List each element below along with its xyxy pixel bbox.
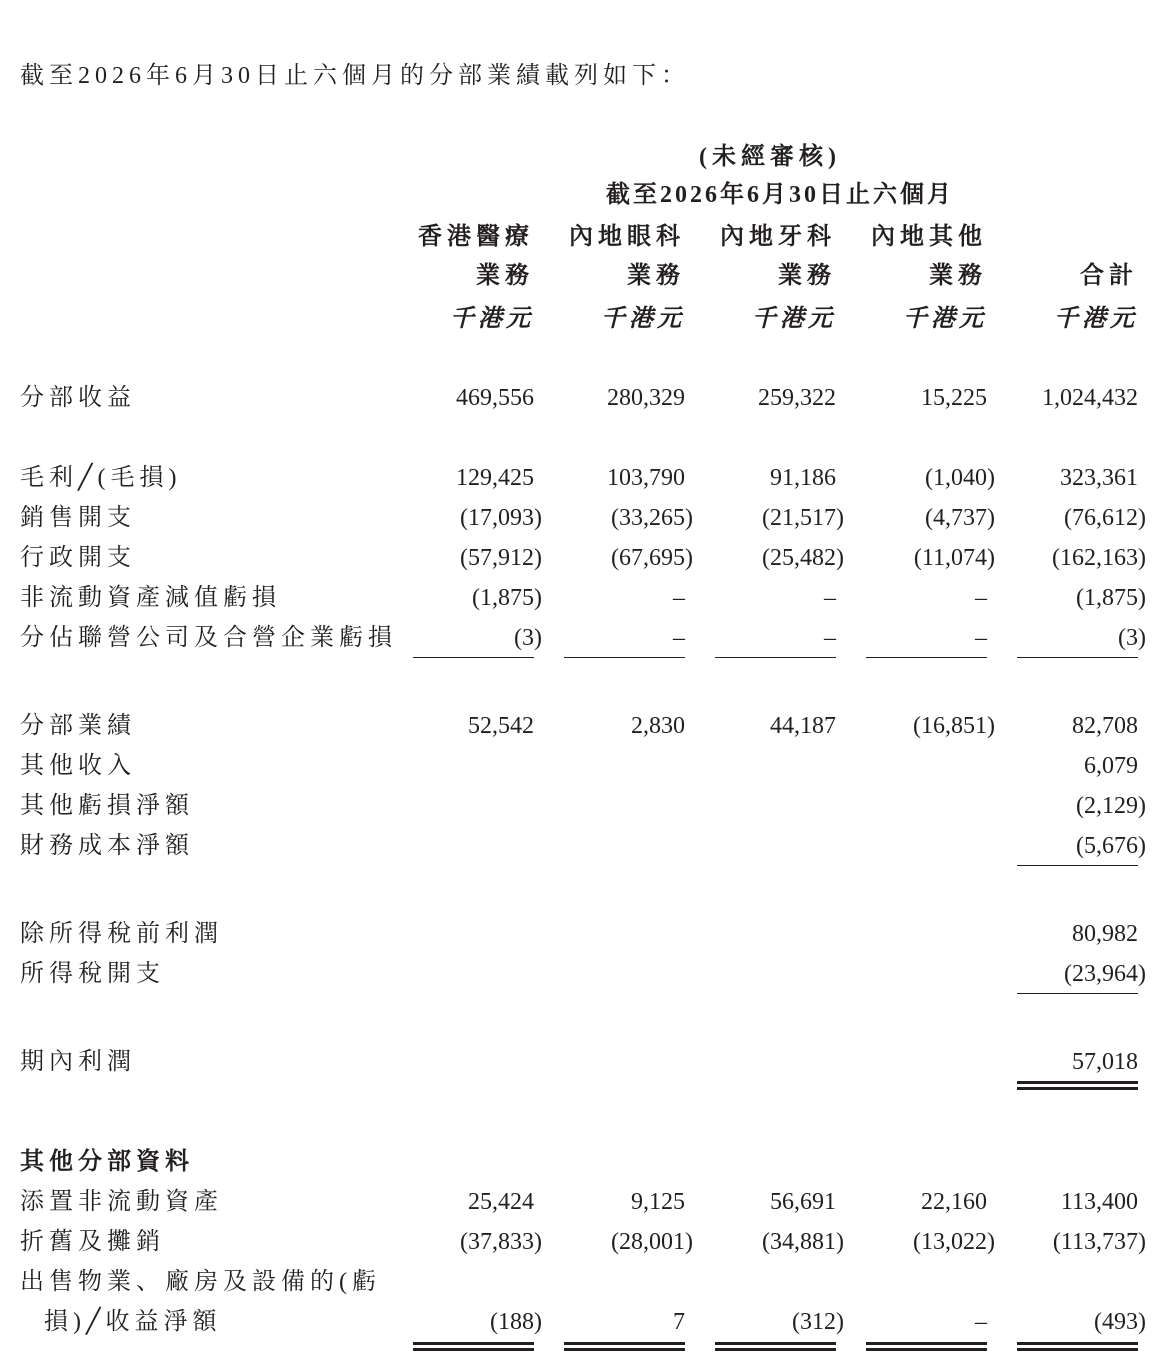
value-cell: 52,542 [468,713,534,739]
total-cell: (2,129) [1076,793,1146,819]
col2-header-line1: 內地眼科 [569,224,685,250]
value-cell: (188) [490,1309,542,1335]
subtotal-rule [1017,993,1138,994]
col1-header-line2: 業務 [476,263,534,289]
label-other-losses: 其他虧損淨額 [20,793,194,819]
total-cell: 6,079 [1084,753,1138,779]
value-cell: 1,024,432 [1042,385,1138,411]
audit-note: (未經審核) [699,144,841,170]
value-cell: (493) [1094,1309,1146,1335]
value-cell: (57,912) [460,545,542,571]
col3-header-line2: 業務 [778,263,836,289]
label-share-of-losses: 分佔聯營公司及合營企業虧損 [20,625,397,651]
value-cell: (25,482) [762,545,844,571]
value-cell: 22,160 [921,1189,987,1215]
label-income-tax: 所得稅開支 [20,961,165,987]
value-cell: 56,691 [770,1189,836,1215]
value-cell: (17,093) [460,505,542,531]
col4-header-line1: 內地其他 [871,224,987,250]
value-cell: (1,875) [1076,585,1146,611]
value-cell: 2,830 [631,713,685,739]
label-profit-before-tax: 除所得稅前利潤 [20,921,223,947]
value-cell: 259,322 [758,385,836,411]
value-cell: (3) [1118,625,1146,651]
value-cell: 129,425 [456,465,534,491]
col1-unit: 千港元 [450,306,534,332]
value-cell: 15,225 [921,385,987,411]
value-cell: (28,001) [611,1229,693,1255]
label-depreciation: 折舊及攤銷 [20,1229,165,1255]
value-cell: 280,329 [607,385,685,411]
value-cell: – [673,585,685,611]
value-cell: 7 [673,1309,685,1335]
value-cell: 9,125 [631,1189,685,1215]
value-cell: (11,074) [913,545,995,571]
value-cell: (312) [792,1309,844,1335]
value-cell: (76,612) [1064,505,1146,531]
total-double-rule [413,1342,534,1351]
total-double-rule [1017,1081,1138,1090]
value-cell: – [824,585,836,611]
subtotal-rule [1017,657,1138,658]
subtotal-rule [1017,865,1138,866]
total-cell: 57,018 [1072,1049,1138,1075]
value-cell: 113,400 [1060,1189,1138,1215]
value-cell: (37,833) [460,1229,542,1255]
col4-header-line2: 業務 [929,263,987,289]
intro-text: 截至2026年6月30日止六個月的分部業績載列如下： [20,63,690,89]
other-info-heading: 其他分部資料 [20,1149,194,1175]
value-cell: 91,186 [770,465,836,491]
value-cell: (4,737) [925,505,995,531]
label-other-income: 其他收入 [20,753,136,779]
value-cell: 103,790 [607,465,685,491]
value-cell: 82,708 [1072,713,1138,739]
label-additions: 添置非流動資產 [20,1189,223,1215]
subtotal-rule [715,657,836,658]
period-header: 截至2026年6月30日止六個月 [606,182,954,208]
col3-header-line1: 內地牙科 [720,224,836,250]
total-unit: 千港元 [1054,306,1138,332]
col2-header-line2: 業務 [627,263,685,289]
value-cell: (1,875) [472,585,542,611]
value-cell: – [975,585,987,611]
total-double-rule [564,1342,685,1351]
value-cell: (67,695) [611,545,693,571]
value-cell: (34,881) [762,1229,844,1255]
value-cell: (13,022) [913,1229,995,1255]
value-cell: 323,361 [1060,465,1138,491]
value-cell: (33,265) [611,505,693,531]
label-disposal-line1: 出售物業、廠房及設備的(虧 [20,1269,381,1295]
total-double-rule [866,1342,987,1351]
value-cell: (1,040) [925,465,995,491]
value-cell: 25,424 [468,1189,534,1215]
subtotal-rule [866,657,987,658]
label-disposal-line2: 損)╱收益淨額 [44,1309,222,1335]
value-cell: – [975,1309,987,1335]
value-cell: (3) [514,625,542,651]
total-header: 合計 [1080,263,1138,289]
subtotal-rule [564,657,685,658]
value-cell: (113,737) [1052,1229,1146,1255]
value-cell: 469,556 [456,385,534,411]
total-double-rule [1017,1342,1138,1351]
total-double-rule [715,1342,836,1351]
value-cell: (162,163) [1052,545,1146,571]
label-segment-results: 分部業績 [20,713,136,739]
label-selling-expenses: 銷售開支 [20,505,136,531]
value-cell: (21,517) [762,505,844,531]
value-cell: – [824,625,836,651]
total-cell: 80,982 [1072,921,1138,947]
value-cell: 44,187 [770,713,836,739]
value-cell: – [673,625,685,651]
total-cell: (5,676) [1076,833,1146,859]
label-impairment: 非流動資產減值虧損 [20,585,281,611]
label-finance-costs: 財務成本淨額 [20,833,194,859]
col1-header-line1: 香港醫療 [418,224,534,250]
subtotal-rule [413,657,534,658]
label-profit-for-period: 期內利潤 [20,1049,136,1075]
col4-unit: 千港元 [903,306,987,332]
label-segment-revenue: 分部收益 [20,385,136,411]
col3-unit: 千港元 [752,306,836,332]
label-gross-profit: 毛利╱(毛損) [20,465,182,491]
label-admin-expenses: 行政開支 [20,545,136,571]
total-cell: (23,964) [1064,961,1146,987]
col2-unit: 千港元 [601,306,685,332]
value-cell: (16,851) [913,713,995,739]
value-cell: – [975,625,987,651]
